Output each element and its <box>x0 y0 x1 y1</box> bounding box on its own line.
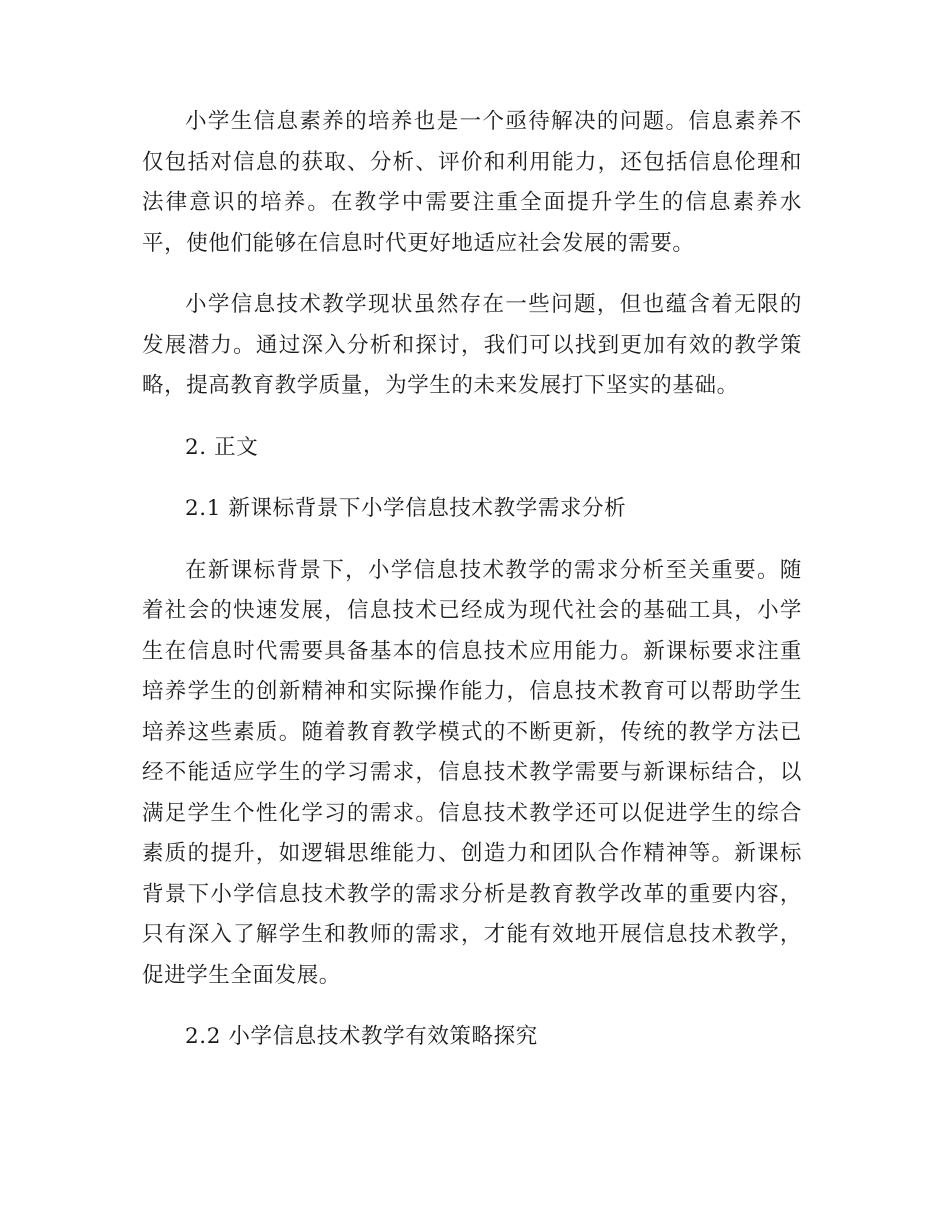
section-heading-2-1: 2.1 新课标背景下小学信息技术教学需求分析 <box>185 496 627 521</box>
paragraph-needs-analysis: 在新课标背景下，小学信息技术教学的需求分析至关重要。随着社会的快速发展，信息技术已经成为现代社会的基础工具，小学生在信息时代需要具备基本的信息技术应用能力。新课标要求注重培养学生的创新精神和实际操作能力，信息技术教育可以帮助学生培养这些素质。随着教育教学模式的不断更新，传统的教学方法已经不能适应学生的学习需求，信息技术教学需要与新课标结合，以满足学生个性化学习的需求。信息技术教学还可以促进学生的综合素质的提升，如逻辑思维能力、创造力和团队合作精神等。新课标背景下小学信息技术教学的需求分析是教育教学改革的重要内容，只有深入了解学生和教师的需求，才能有效地开展信息技术教学，促进学生全面发展。 <box>142 557 802 988</box>
section-heading-2: 2. 正文 <box>185 434 259 460</box>
paragraph-teaching-potential: 小学信息技术教学现状虽然存在一些问题，但也蕴含着无限的发展潜力。通过深入分析和探讨，我们可以找到更加有效的教学策略，提高教育教学质量，为学生的未来发展打下坚实的基础。 <box>142 292 802 398</box>
document-body <box>142 102 802 1079</box>
paragraph-info-literacy: 小学生信息素养的培养也是一个亟待解决的问题。信息素养不仅包括对信息的获取、分析、评价和利用能力，还包括信息伦理和法律意识的培养。在教学中需要注重全面提升学生的信息素养水平，使他们能够在信息时代更好地适应社会发展的需要。 <box>142 109 802 256</box>
section-heading-2-2: 2.2 小学信息技术教学有效策略探究 <box>185 1024 538 1049</box>
